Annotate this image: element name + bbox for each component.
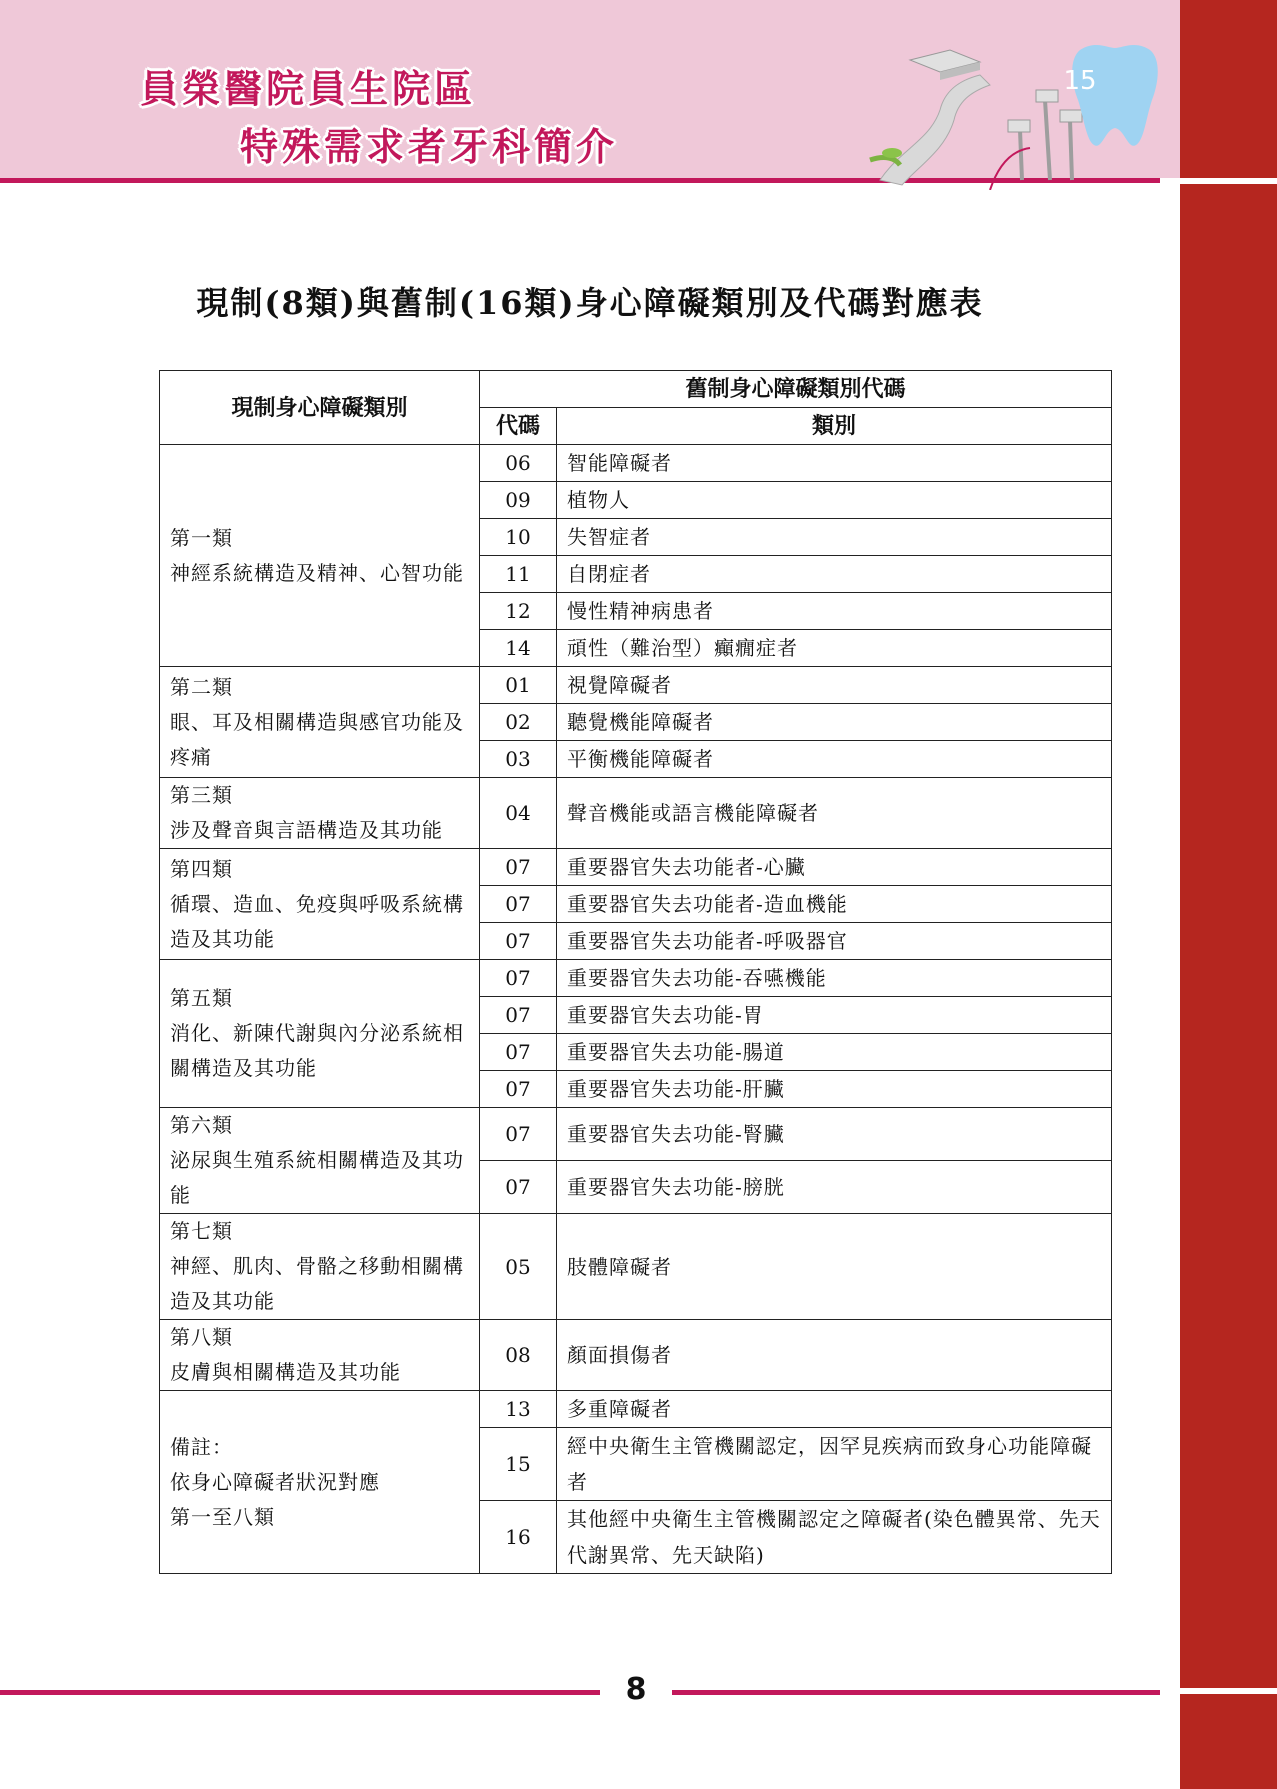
code-cell: 04 [480,778,557,849]
type-cell: 其他經中央衛生主管機關認定之障礙者(染色體異常、先天代謝異常、先天缺陷) [557,1501,1112,1574]
header-title-line2: 特殊需求者牙科簡介 [240,125,619,169]
code-cell: 01 [480,667,557,704]
code-cell: 07 [480,886,557,923]
right-bar-gap-top [1180,178,1277,184]
document-title: 現制(8類)與舊制(16類)身心障礙類別及代碼對應表 [196,284,984,322]
code-cell: 07 [480,960,557,997]
category-cell: 第一類 神經系統構造及精神、心智功能 [160,445,480,667]
type-cell: 視覺障礙者 [557,667,1112,704]
category-cell: 第五類 消化、新陳代謝與內分泌系統相關構造及其功能 [160,960,480,1108]
code-cell: 07 [480,997,557,1034]
swoosh-ribbon-icon [870,75,990,185]
disability-mapping-table [159,370,1112,1574]
type-cell: 顏面損傷者 [557,1320,1112,1391]
type-cell: 失智症者 [557,519,1112,556]
type-cell: 重要器官失去功能者-心臟 [557,849,1112,886]
type-cell: 重要器官失去功能-腸道 [557,1034,1112,1071]
code-cell: 07 [480,849,557,886]
dental-instruments-illustration [840,40,1170,190]
type-cell: 經中央衛生主管機關認定，因罕見疾病而致身心功能障礙者 [557,1428,1112,1501]
code-cell: 05 [480,1214,557,1320]
type-cell: 植物人 [557,482,1112,519]
category-cell: 備註： 依身心障礙者狀況對應 第一至八類 [160,1391,480,1574]
code-cell: 07 [480,923,557,960]
table-row [160,960,1112,997]
tooth-badge-number: 15 [1063,66,1097,96]
table-row [160,445,1112,482]
footer-divider-left [0,1690,600,1695]
type-cell: 重要器官失去功能者-造血機能 [557,886,1112,923]
type-cell: 平衡機能障礙者 [557,741,1112,778]
code-cell: 06 [480,445,557,482]
type-cell: 聽覺機能障礙者 [557,704,1112,741]
table-row [160,1108,1112,1161]
category-cell: 第八類 皮膚與相關構造及其功能 [160,1320,480,1391]
code-cell: 09 [480,482,557,519]
table-row [160,1214,1112,1320]
table-row [160,778,1112,849]
type-cell: 慢性精神病患者 [557,593,1112,630]
code-cell: 08 [480,1320,557,1391]
code-cell: 12 [480,593,557,630]
code-cell: 03 [480,741,557,778]
code-cell: 07 [480,1071,557,1108]
type-cell: 肢體障礙者 [557,1214,1112,1320]
type-cell: 重要器官失去功能-胃 [557,997,1112,1034]
header-title-line1: 員榮醫院員生院區 [140,67,477,111]
type-cell: 重要器官失去功能-膀胱 [557,1161,1112,1214]
floating-block-icon [910,50,980,80]
code-cell: 15 [480,1428,557,1501]
category-cell: 第三類 涉及聲音與言語構造及其功能 [160,778,480,849]
category-cell: 第六類 泌尿與生殖系統相關構造及其功能 [160,1108,480,1214]
table-row [160,1391,1112,1428]
right-sidebar-bar [1180,0,1277,1789]
header-current-category: 現制身心障礙類別 [160,371,480,445]
category-cell: 第四類 循環、造血、免疫與呼吸系統構造及其功能 [160,849,480,960]
table-row [160,1320,1112,1391]
code-cell: 14 [480,630,557,667]
type-cell: 重要器官失去功能-腎臟 [557,1108,1112,1161]
code-cell: 07 [480,1108,557,1161]
table-row [160,667,1112,704]
code-cell: 13 [480,1391,557,1428]
type-cell: 自閉症者 [557,556,1112,593]
type-cell: 重要器官失去功能-肝臟 [557,1071,1112,1108]
table-row [160,849,1112,886]
code-cell: 02 [480,704,557,741]
type-cell: 重要器官失去功能-吞嚥機能 [557,960,1112,997]
type-cell: 頑性（難治型）癲癇症者 [557,630,1112,667]
code-cell: 11 [480,556,557,593]
type-cell: 重要器官失去功能者-呼吸器官 [557,923,1112,960]
type-cell: 聲音機能或語言機能障礙者 [557,778,1112,849]
code-cell: 07 [480,1034,557,1071]
code-cell: 07 [480,1161,557,1214]
header-old-category-code: 舊制身心障礙類別代碼 [480,371,1112,408]
category-cell: 第二類 眼、耳及相關構造與感官功能及疼痛 [160,667,480,778]
type-cell: 智能障礙者 [557,445,1112,482]
code-cell: 10 [480,519,557,556]
header-code: 代碼 [480,408,557,445]
page-number: 8 [625,1672,647,1707]
right-bar-gap-bottom [1180,1688,1277,1694]
header-type: 類別 [557,408,1112,445]
category-cell: 第七類 神經、肌肉、骨骼之移動相關構造及其功能 [160,1214,480,1320]
code-cell: 16 [480,1501,557,1574]
footer-divider-right [672,1690,1160,1695]
type-cell: 多重障礙者 [557,1391,1112,1428]
